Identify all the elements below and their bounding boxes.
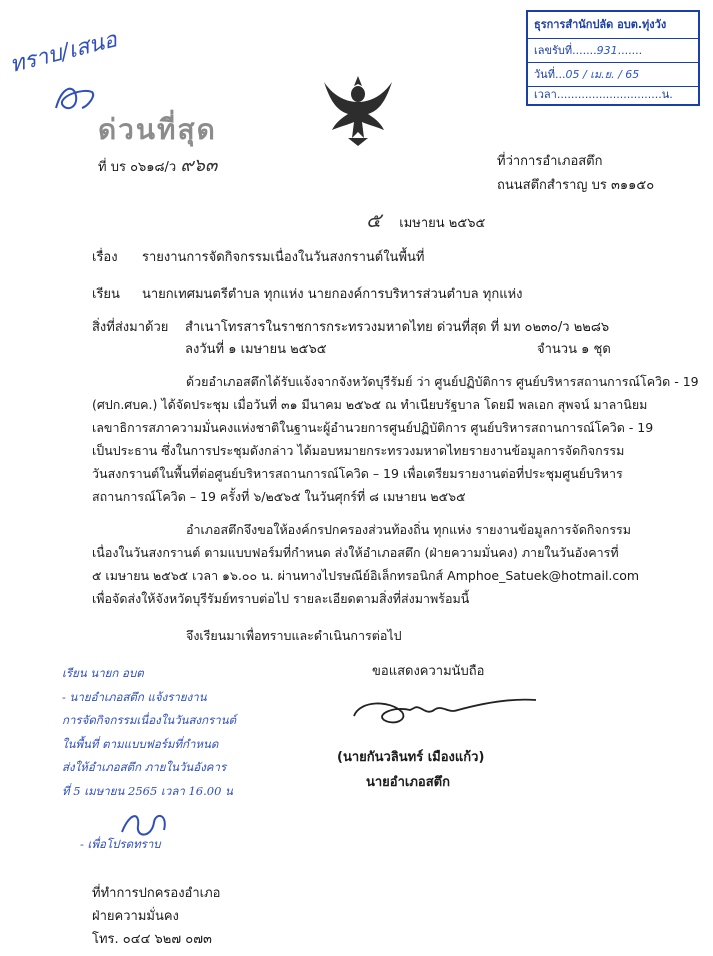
signer-position: นายอำเภอสตึก <box>366 775 450 790</box>
closing-text: ขอแสดงความนับถือ <box>372 664 485 679</box>
signer-name: (นายกันวลินทร์ เมืองแก้ว) <box>337 750 485 765</box>
urgency-label: ด่วนที่สุด <box>98 113 217 146</box>
memo-signer: - เพื่อโปรดทราบ <box>80 837 161 851</box>
body-line: ๕ เมษายน ๒๕๖๕ เวลา ๑๖.๐๐ น. ผ่านทางไปรษณีย์อิเล็กทรอนิกส์ Amphoe_Satuek@hotmail.com <box>92 568 640 583</box>
handwritten-initials <box>52 82 98 121</box>
body-line: (ศปก.ศบค.) ได้จัดประชุม เมื่อวันที่ ๓๑ มีนาคม ๒๕๖๕ ณ ทำเนียบรัฐบาล โดยมี พลเอก สุพจน์ มาลานิยม <box>92 397 648 412</box>
to-label: เรียน <box>92 287 120 302</box>
date-day-hand: ๕ <box>366 208 382 232</box>
signature-scribble <box>350 686 540 740</box>
footer-division: ฝ่ายความมั่นคง <box>92 909 179 924</box>
body-line: เนื่องในวันสงกรานต์ ตามแบบฟอร์มที่กำหนด ส่งให้อำเภอสตึก (ฝ่ายความมั่นคง) ภายในวันอังคารที่ <box>92 545 619 560</box>
body-line: สถานการณ์โควิด – 19 ครั้งที่ ๖/๒๕๖๕ ในวันศุกร์ที่ ๘ เมษายน ๒๕๖๕ <box>92 489 466 504</box>
memo-line: - นายอำเภอสตึก แจ้งรายงาน <box>62 689 207 704</box>
body-paragraph-3: จึงเรียนมาเพื่อทราบและดำเนินการต่อไป <box>186 628 402 643</box>
memo-line: เรียน นายก อบต <box>62 666 144 680</box>
body-line: ด้วยอำเภอสตึกได้รับแจ้งจากจังหวัดบุรีรัมย์ ว่า ศูนย์ปฏิบัติการ ศูนย์บริหารสถานการณ์โควิด - 19 <box>186 374 699 389</box>
doc-number-hand: ๙๖๓ <box>180 155 218 176</box>
garuda-emblem-icon <box>322 72 394 152</box>
body-line: วันสงกรานต์ในพื้นที่ต่อศูนย์บริหารสถานการณ์โควิด – 19 เพื่อเตรียมรายงานต่อที่ประชุมศูนย์บริหาร <box>92 466 623 481</box>
stamp-receipt-value: 931 <box>596 44 618 57</box>
doc-number-line <box>98 150 217 179</box>
stamp-receipt-row: เลขรับที่.......931....... <box>534 44 643 57</box>
body-line: เพื่อจัดส่งให้จังหวัดบุรีรัมย์ทราบต่อไป รายละเอียดตามสิ่งที่ส่งมาพร้อมนี้ <box>92 591 470 606</box>
enclosure-label: สิ่งที่ส่งมาด้วย <box>92 320 169 335</box>
memo-line: ในพื้นที่ ตามแบบฟอร์มที่กำหนด <box>62 736 219 751</box>
initials-scribble-icon <box>52 82 98 116</box>
stamp-date-label: วันที่ <box>534 68 555 81</box>
stamp-time-row: เวลา..............................น. <box>534 88 673 101</box>
footer-office: ที่ทำการปกครองอำเภอ <box>92 886 221 901</box>
stamp-date-value: 05 / เม.ย. / 65 <box>565 68 640 81</box>
body-paragraph-2 <box>92 518 639 610</box>
stamp-date-row: วันที่...05 / เม.ย. / 65 <box>534 68 640 81</box>
enclosure-quantity: จำนวน ๑ ชุด <box>537 342 611 357</box>
subject-label: เรื่อง <box>92 250 118 265</box>
memo-line: ส่งให้อำเภอสตึก ภายในวันอังคาร <box>62 760 227 774</box>
body-line: เป็นประธาน ซึ่งในการประชุมดังกล่าว ได้มอบหมายกระทรวงมหาดไทยรายงานข้อมูลการจัดกิจกรรม <box>92 443 625 458</box>
footer-phone: โทร. ๐๔๔ ๖๒๗ ๐๗๓ <box>92 932 212 947</box>
date-month-year: เมษายน ๒๕๖๕ <box>399 216 486 231</box>
stamp-time-label: เวลา <box>534 88 557 101</box>
memo-line: ที่ 5 เมษายน 2565 เวลา 16.00 น <box>62 783 233 798</box>
to-text: นายกเทศมนตรีตำบล ทุกแห่ง นายกองค์การบริหารส่วนตำบล ทุกแห่ง <box>142 287 523 302</box>
receipt-stamp <box>526 10 700 106</box>
subject-text: รายงานการจัดกิจกรรมเนื่องในวันสงกรานต์ในพื้นที่ <box>142 250 425 265</box>
memo-line: การจัดกิจกรรมเนื่องในวันสงกรานต์ <box>62 713 237 727</box>
signature-icon <box>350 686 540 736</box>
stamp-office: ธุรการสำนักปลัด อบต.ทุ่งวัง <box>534 18 667 31</box>
handwritten-note-top: ทราบ/เสนอ <box>7 27 120 79</box>
enclosure-line-1: สำเนาโทรสารในราชการกระทรวงมหาดไทย ด่วนที่สุด ที่ มท ๐๒๓๐/ว ๒๒๘๖ <box>185 320 610 335</box>
stamp-receipt-label: เลขรับที่ <box>534 44 573 57</box>
doc-number: ที่ บร ๐๖๑๘/ว <box>98 160 177 175</box>
enclosure-line-2: ลงวันที่ ๑ เมษายน ๒๕๖๕ <box>185 342 327 357</box>
doc-date <box>366 204 485 236</box>
handwritten-memo <box>62 662 292 803</box>
body-paragraph-1 <box>92 370 699 508</box>
office-address-2: ถนนสตึกสำราญ บร ๓๑๑๕๐ <box>497 178 655 193</box>
body-line: เลขาธิการสภาความมั่นคงแห่งชาติในฐานะผู้อำนวยการศูนย์ปฏิบัติการ ศูนย์บริหารสถานการณ์โควิด - 19 <box>92 420 654 435</box>
office-address-1: ที่ว่าการอำเภอสตึก <box>497 154 603 169</box>
body-line: อำเภอสตึกจึงขอให้องค์กรปกครองส่วนท้องถิ่น ทุกแห่ง รายงานข้อมูลการจัดกิจกรรม <box>186 522 631 537</box>
stamp-time-suffix: น. <box>661 88 673 101</box>
